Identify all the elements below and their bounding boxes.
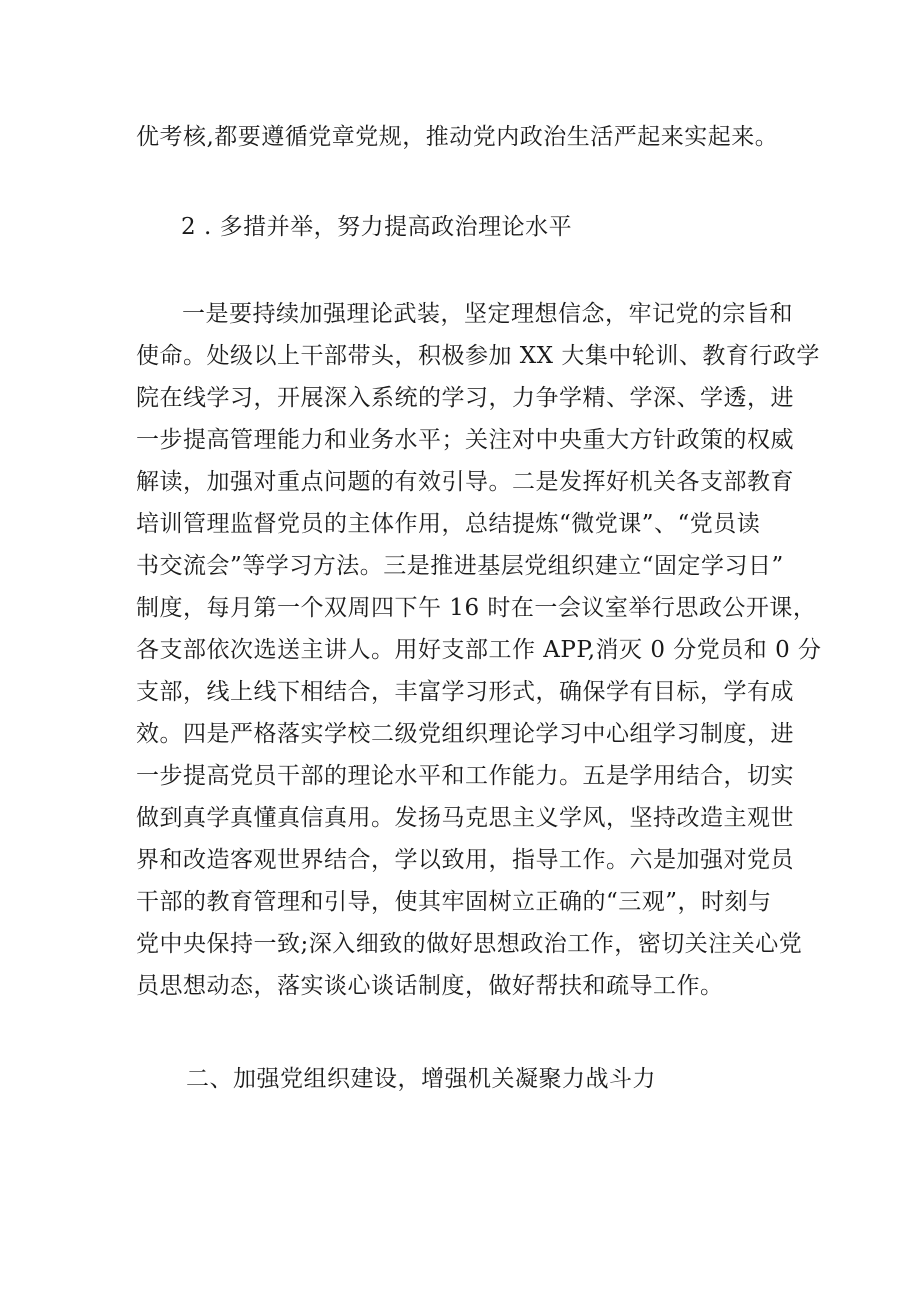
paragraph-line: 界和改造客观世界结合，学以致用，指导工作。六是加强对党员: [136, 847, 794, 873]
paragraph-line: 各支部依次选送主讲人。用好支部工作 APP,消灭 0 分党员和 0 分: [136, 637, 822, 663]
paragraph-line: 培训管理监督党员的主体作用，总结提炼“微党课”、“党员读: [136, 511, 761, 537]
paragraph-line: 一是要持续加强理论武装，坚定理想信念，牢记党的宗旨和: [182, 301, 793, 327]
paragraph-line: 使命。处级以上干部带头，积极参加 XX 大集中轮训、教育行政学: [136, 343, 820, 369]
paragraph-line: 员思想动态，落实谈心谈话制度，做好帮扶和疏导工作。: [136, 973, 724, 999]
paragraph-line: 书交流会”等学习方法。三是推进基层党组织建立“固定学习日”: [136, 553, 784, 579]
paragraph-line: 干部的教育管理和引导，使其牢固树立正确的“三观”，时刻与: [136, 889, 772, 915]
section-heading: 二、加强党组织建设，增强机关凝聚力战斗力: [186, 1066, 656, 1092]
paragraph-line: 解读，加强对重点问题的有效引导。二是发挥好机关各支部教育: [136, 469, 794, 495]
paragraph-line: 院在线学习，开展深入系统的学习，力争学精、学深、学透，进: [136, 385, 794, 411]
paragraph-line: 支部，线上线下相结合，丰富学习形式，确保学有目标，学有成: [136, 679, 794, 705]
paragraph-line: 一步提高管理能力和业务水平；关注对中央重大方针政策的权威: [136, 427, 794, 453]
paragraph-line: 做到真学真懂真信真用。发扬马克思主义学风，坚持改造主观世: [136, 805, 794, 831]
body-paragraph: [136, 293, 822, 1007]
paragraph-line: 制度，每月第一个双周四下午 16 时在一会议室举行思政公开课，: [136, 595, 817, 621]
continuation-line: 优考核,都要遵循党章党规，推动党内政治生活严起来实起来。: [136, 124, 779, 150]
paragraph-line: 党中央保持一致;深入细致的做好思想政治工作，密切关注关心党: [136, 931, 803, 957]
paragraph-line: 效。四是严格落实学校二级党组织理论学习中心组学习制度，进: [136, 721, 794, 747]
paragraph-line: 一步提高党员干部的理论水平和工作能力。五是学用结合，切实: [136, 763, 794, 789]
subheading: 2 . 多措并举，努力提高政治理论水平: [181, 214, 573, 240]
